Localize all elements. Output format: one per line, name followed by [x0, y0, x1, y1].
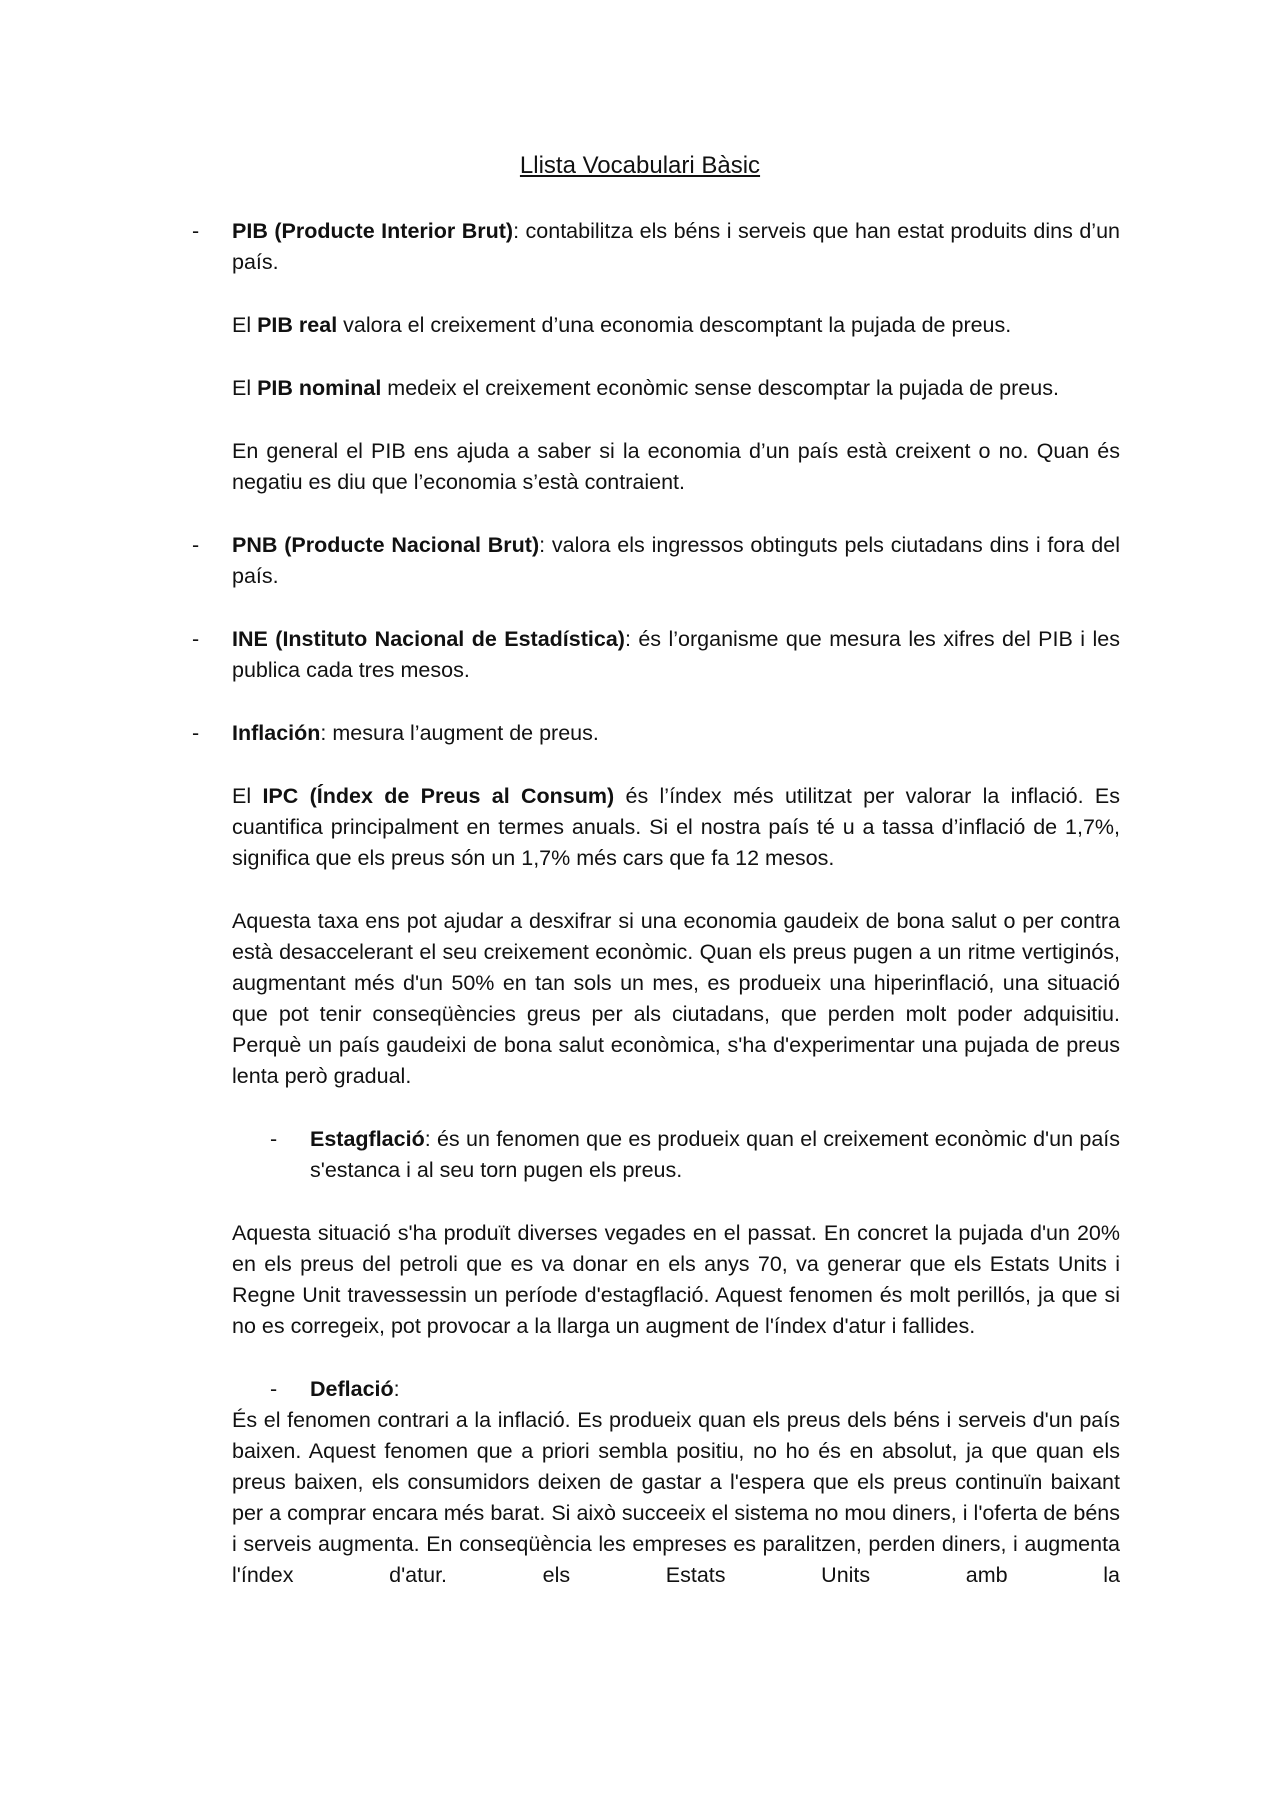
list-item-deflacio	[270, 1374, 1120, 1405]
list-item-inflacion	[192, 718, 1120, 1591]
ine-definition-text: : és l’organisme que mesura les xifres del PIB i les publica cada tres mesos.	[232, 627, 1120, 682]
list-item-estagflacio	[270, 1124, 1120, 1186]
bullet-dash: -	[270, 1127, 278, 1151]
ine-definition	[232, 624, 1120, 686]
list-item-pnb	[192, 530, 1120, 592]
pib-nominal-prefix: El	[232, 376, 258, 400]
pib-real	[232, 310, 1120, 341]
taxa-paragraph: Aquesta taxa ens pot ajudar a desxifrar si una economia gaudeix de bona salut o per contra està desaccelerant el seu creixement econòmic. Quan els preus pugen a un ritme vertiginós, augmentant més d'un 50% en tan sols un mes, es produeix una hiperinflació, una situació que pot tenir conseqüències greus per als ciutadans, que perden molt poder adquisitiu. Perquè un país gaudeixi de bona salut econòmica, s'ha d'experimentar una pujada de preus lenta però gradual.	[232, 909, 1120, 1088]
pib-nominal-text: medeix el creixement econòmic sense descomptar la pujada de preus.	[381, 376, 1059, 400]
document-body	[192, 216, 1120, 1623]
deflacio-heading	[310, 1374, 1120, 1405]
deflacio-detail: És el fenomen contrari a la inflació. Es produeix quan els preus dels béns i serveis d'un país baixen. Aquest fenomen que a priori sembla positiu, no ho és en absolut, ja que quan els preus baixen, els consumidors deixen de gastar a l'espera que els preus continuïn baixant per a comprar encara més barat. Si això succeeix el sistema no mou diners, i l'oferta de béns i serveis augmenta. En conseqüència les empreses es paralitzen, perden diners, i augmenta l'índex d'atur. els Estats Units amb la	[232, 1408, 1120, 1587]
pib-real-text: valora el creixement d’una economia descomptant la pujada de preus.	[337, 313, 1012, 337]
bullet-dash: -	[192, 533, 200, 557]
pib-definition	[232, 216, 1120, 278]
pib-general: En general el PIB ens ajuda a saber si la economia d’un país està creixent o no. Quan és negatiu es diu que l’economia s’està contraient.	[232, 439, 1120, 494]
inflacion-definition-text: : mesura l’augment de preus.	[320, 721, 599, 745]
pib-term: PIB (Producte Interior Brut)	[232, 219, 514, 243]
pib-nominal	[232, 373, 1120, 404]
ipc-paragraph	[232, 781, 1120, 874]
ipc-term: IPC (Índex de Preus al Consum)	[262, 784, 615, 808]
ipc-text: és l’índex més utilitzat per valorar la inflació. Es cuantifica principalment en termes anuals. Si el nostra país té u a tassa d’inflació de 1,7%, significa que els preus són un 1,7% més cars que fa 12 mesos.	[232, 784, 1120, 870]
list-item-ine	[192, 624, 1120, 686]
estagflacio-definition-text: : és un fenomen que es produeix quan el creixement econòmic d'un país s'estanca i al seu torn pugen els preus.	[310, 1127, 1120, 1182]
estagflacio-detail: Aquesta situació s'ha produït diverses vegades en el passat. En concret la pujada d'un 20% en els preus del petroli que es va donar en els anys 70, va generar que els Estats Units i Regne Unit travessessin un període d'estagflació. Aquest fenomen és molt perillós, ja que si no es corregeix, pot provocar a la llarga un augment de l'índex d'atur i fallides.	[232, 1221, 1120, 1338]
pnb-term: PNB (Producte Nacional Brut)	[232, 533, 540, 557]
estagflacio-definition	[310, 1124, 1120, 1186]
ine-term: INE (Instituto Nacional de Estadística)	[232, 627, 625, 651]
bullet-dash: -	[192, 219, 200, 243]
page-title: Llista Vocabulari Bàsic	[519, 152, 761, 179]
bullet-dash: -	[192, 627, 200, 651]
pib-real-term: PIB real	[257, 313, 338, 337]
inflacion-term: Inflación	[232, 721, 321, 745]
pnb-definition-text: : valora els ingressos obtinguts pels ciutadans dins i fora del país.	[232, 533, 1120, 588]
pib-real-prefix: El	[232, 313, 258, 337]
bullet-dash: -	[270, 1377, 278, 1401]
estagflacio-term: Estagflació	[310, 1127, 425, 1151]
ipc-prefix: El	[232, 784, 263, 808]
pnb-definition	[232, 530, 1120, 592]
deflacio-term: Deflació	[310, 1377, 394, 1401]
inflacion-definition	[232, 718, 1120, 749]
deflacio-colon: :	[393, 1377, 400, 1401]
pib-nominal-term: PIB nominal	[257, 376, 382, 400]
list-item-pib	[192, 216, 1120, 498]
bullet-dash: -	[192, 721, 200, 745]
pib-definition-text: : contabilitza els béns i serveis que han estat produits dins d’un país.	[232, 219, 1120, 274]
